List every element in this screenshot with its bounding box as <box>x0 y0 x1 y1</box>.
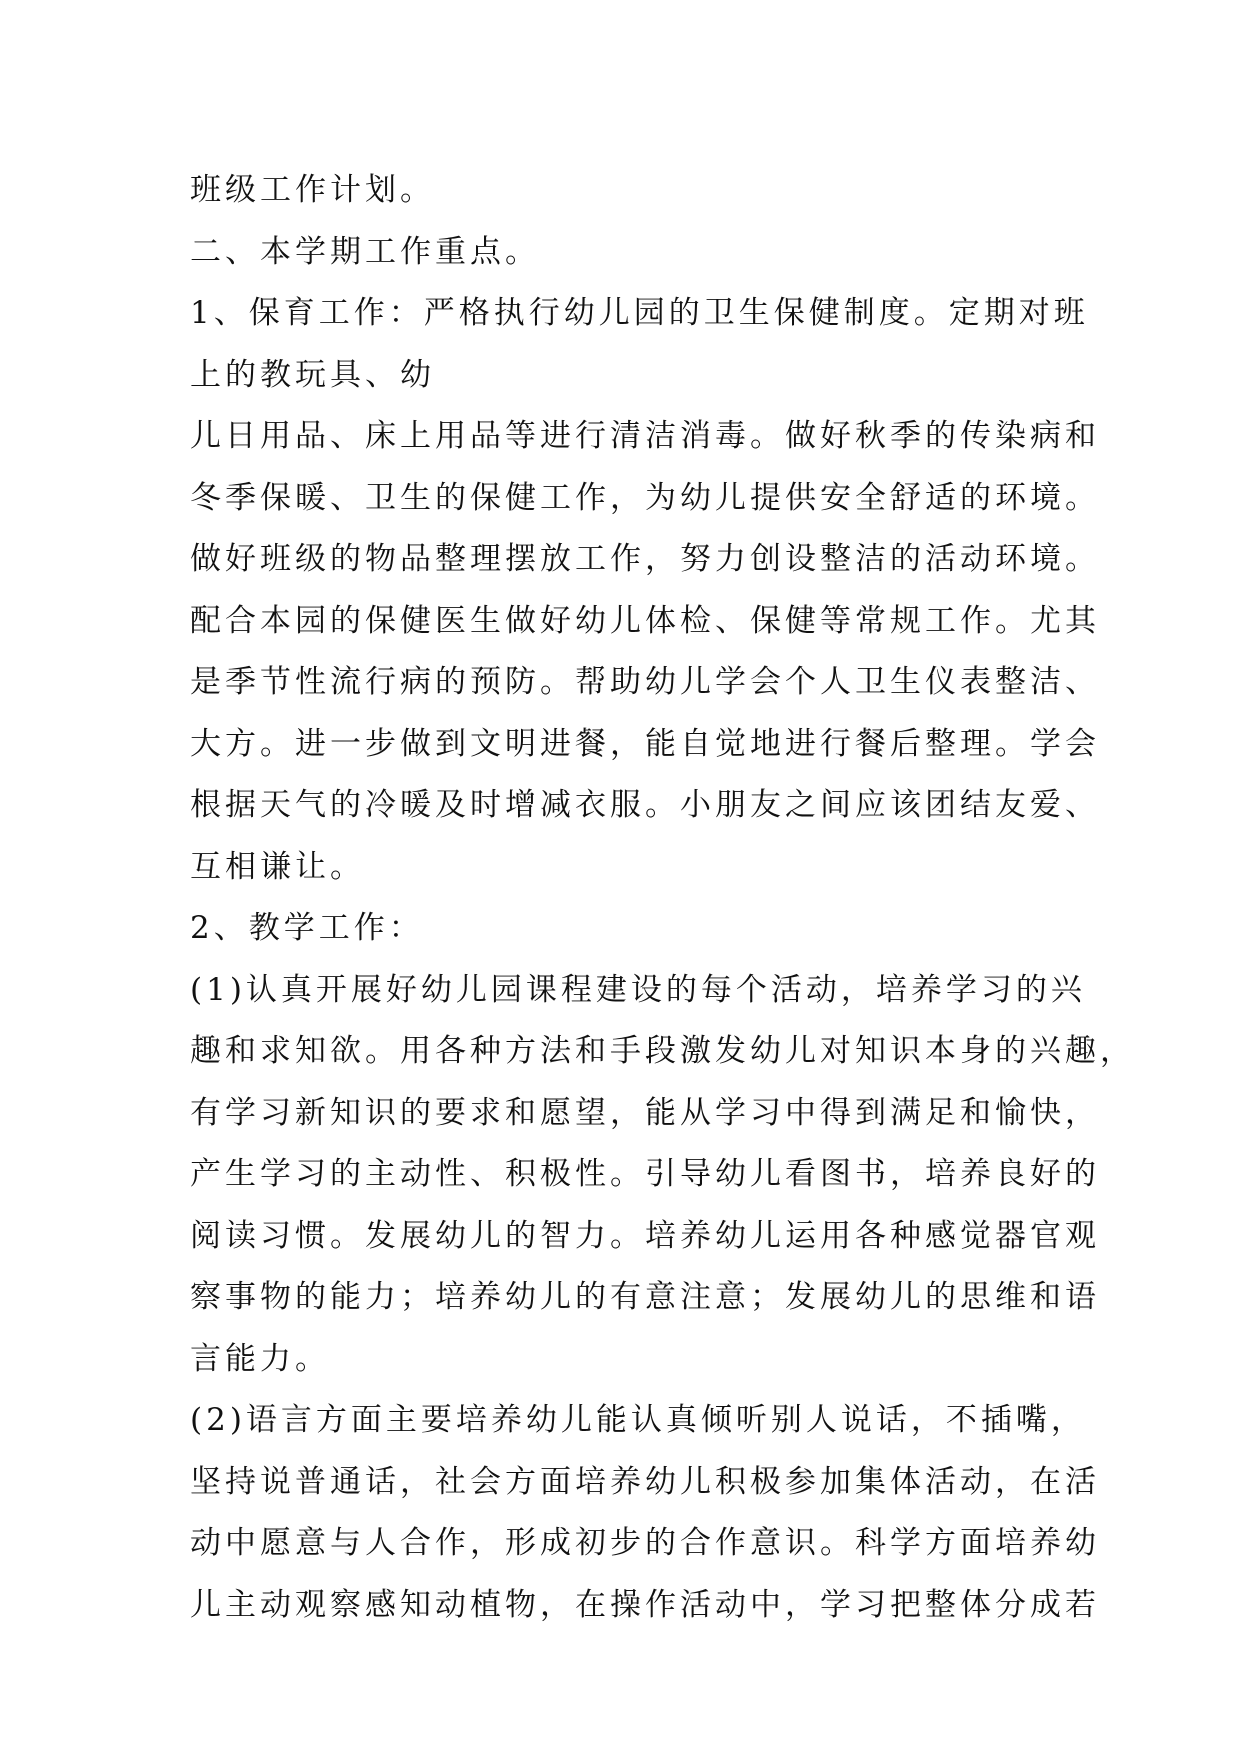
text-line: 冬季保暖、卫生的保健工作，为幼儿提供安全舒适的环境。 <box>190 479 1100 516</box>
text-line: 察事物的能力；培养幼儿的有意注意；发展幼儿的思维和语 <box>190 1279 1100 1315</box>
text-line: 言能力。 <box>190 1340 330 1377</box>
text-line: 2、教学工作： <box>190 910 424 946</box>
text-line: 趣和求知欲。用各种方法和手段激发幼儿对知识本身的兴趣， <box>190 1033 1135 1069</box>
text-line: 上的教玩具、幼 <box>190 356 435 393</box>
text-line: 是季节性流行病的预防。帮助幼儿学会个人卫生仪表整洁、 <box>190 664 1100 700</box>
text-line: 班级工作计划。 <box>190 172 435 208</box>
text-line: 儿日用品、床上用品等进行清洁消毒。做好秋季的传染病和 <box>190 418 1100 454</box>
text-line: 阅读习惯。发展幼儿的智力。培养幼儿运用各种感觉器官观 <box>190 1217 1100 1254</box>
text-line: 产生学习的主动性、积极性。引导幼儿看图书，培养良好的 <box>190 1156 1100 1192</box>
text-line: 做好班级的物品整理摆放工作，努力创设整洁的活动环境。 <box>190 541 1100 577</box>
text-line: 二、本学期工作重点。 <box>190 233 540 270</box>
text-line: 配合本园的保健医生做好幼儿体检、保健等常规工作。尤其 <box>190 602 1100 639</box>
text-line: 1、保育工作：严格执行幼儿园的卫生保健制度。定期对班 <box>190 295 1089 331</box>
text-line: (1)认真开展好幼儿园课程建设的每个活动，培养学习的兴 <box>190 971 1086 1008</box>
text-line: 有学习新知识的要求和愿望，能从学习中得到满足和愉快， <box>190 1094 1100 1131</box>
text-line: 互相谦让。 <box>190 848 365 885</box>
text-line: 坚持说普通话，社会方面培养幼儿积极参加集体活动，在活 <box>190 1463 1100 1500</box>
text-line: 大方。进一步做到文明进餐，能自觉地进行餐后整理。学会 <box>190 725 1100 762</box>
document-body <box>190 160 1135 1636</box>
text-line: 儿主动观察感知动植物，在操作活动中，学习把整体分成若 <box>190 1586 1100 1623</box>
text-line: (2)语言方面主要培养幼儿能认真倾听别人说话，不插嘴， <box>190 1402 1086 1438</box>
text-line: 动中愿意与人合作，形成初步的合作意识。科学方面培养幼 <box>190 1525 1100 1561</box>
text-line: 根据天气的冷暖及时增减衣服。小朋友之间应该团结友爱、 <box>190 787 1100 823</box>
